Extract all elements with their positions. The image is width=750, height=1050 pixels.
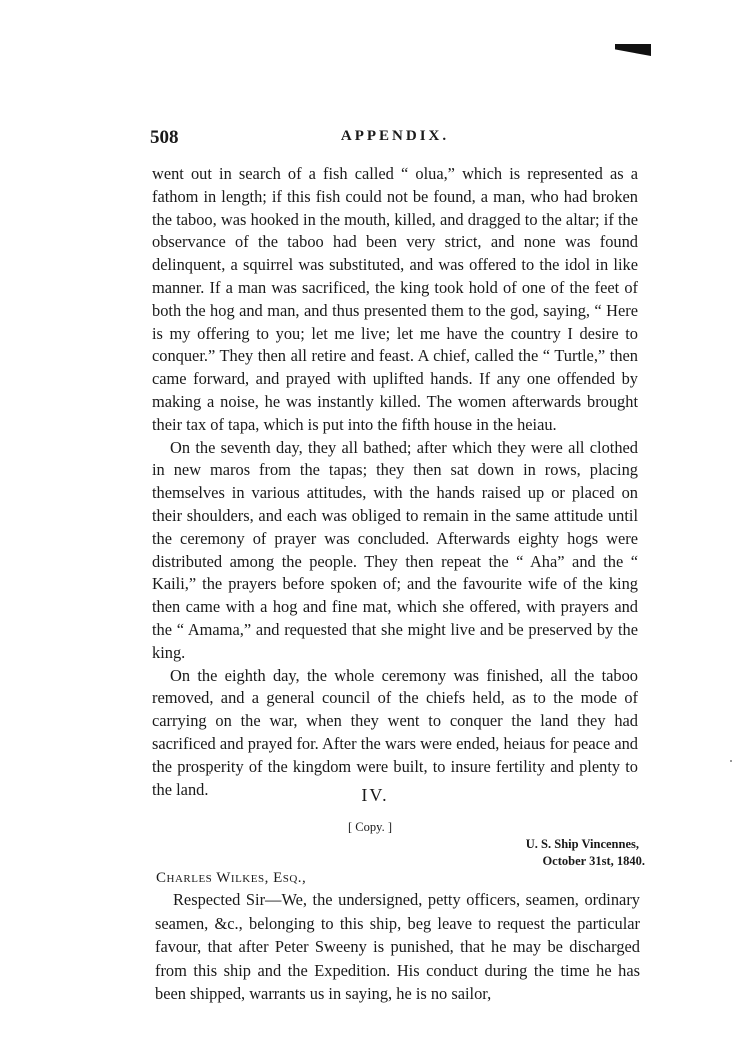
- scan-corner-mark: [615, 44, 651, 56]
- paragraph: On the eighth day, the whole ceremony was finished, all the taboo removed, and a general council of the chiefs held, as to the mode of carrying on the war, when they went to conquer the land they had sacrificed and prayed for. After the wars were ended, heiaus for peace and the prosperity of the kingdom were built, to insure fertility and plenty to the land.: [152, 665, 638, 799]
- copy-label: [ Copy. ]: [348, 820, 392, 834]
- dateline-date: October 31st, 1840.: [542, 854, 645, 868]
- page-header: [150, 127, 640, 153]
- letter-dateline: [525, 836, 645, 870]
- page-number: 508: [150, 127, 179, 148]
- section-heading: IV.: [361, 785, 389, 805]
- paragraph: Respected Sir—We, the undersigned, petty officers, seamen, ordinary seamen, &c., belonging to this ship, beg leave to request the particular favour, that after Peter Sweeny is punished, that he may be discharged from this ship and the Expedition. His conduct during the time he has been shipped, warrants us in saying, he is no sailor,: [155, 890, 640, 1003]
- letter-salutation: Charles Wilkes, Esq.,: [156, 870, 307, 886]
- letter-body: [155, 888, 640, 1006]
- body-text: [152, 163, 638, 801]
- scan-speck: [730, 760, 732, 762]
- paragraph: On the seventh day, they all bathed; after which they were all clothed in new maros from the tapas; they then sat down in rows, placing themselves in various attitudes, with the hands raised up or placed on their shoulders, and each was obliged to remain in the same attitude until the ceremony of prayer was concluded. Afterwards eighty hogs were distributed among the people. They then repeat the “ Aha” and the “ Kaili,” the prayers before spoken of; and the favourite wife of the king then came with a hog and fine mat, which she offered, with prayers and the “ Amama,” and requested that she might live and be preserved by the king.: [152, 437, 638, 662]
- running-head: APPENDIX.: [340, 128, 450, 144]
- dateline-ship: U. S. Ship Vincennes,: [525, 837, 639, 851]
- paragraph: went out in search of a fish called “ olua,” which is represented as a fathom in length; if this fish could not be found, a man, who had broken the taboo, was hooked in the mouth, killed, and dragged to the altar; if the observance of the taboo had been very strict, and none was found delinquent, a squirrel was substituted, and was offered to the idol in like manner. If a man was sacrificed, the king took hold of one of the feet of both the hog and man, and thus presented them to the god, saying, “ Here is my offering to you; let me live; let me have the country I desire to conquer.” They then all retire and feast. A chief, called the “ Turtle,” then came forward, and prayed with uplifted hands. If any one offended by making a noise, he was instantly killed. The women afterwards brought their tax of tapa, which is put into the fifth house in the heiau.: [152, 164, 638, 434]
